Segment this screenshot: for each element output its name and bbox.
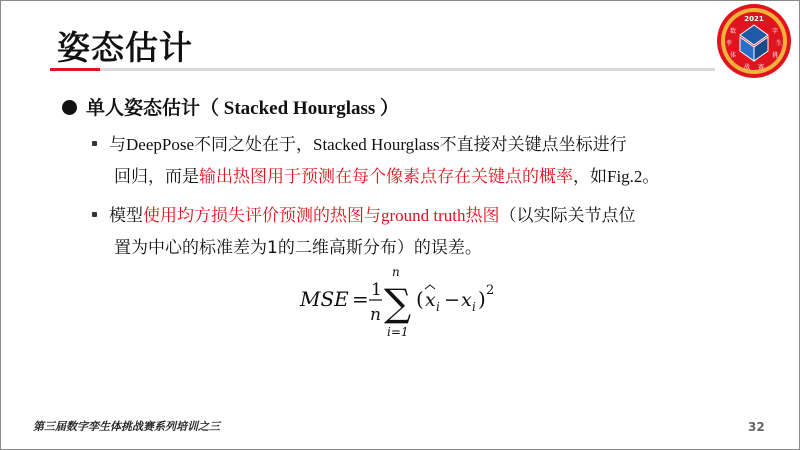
page-number: 32	[748, 420, 765, 434]
list-item-2	[92, 200, 732, 264]
list-item-1-line-1	[92, 129, 732, 161]
formula-numerator: 1	[371, 280, 382, 300]
heading-cn: 单人姿态估计（	[86, 97, 220, 119]
logo-char-6: 挑	[772, 52, 779, 59]
page-title: 姿态估计	[57, 28, 193, 67]
formula-sub-i: i	[436, 300, 440, 314]
logo-char-1: 数	[730, 28, 737, 35]
item2-text-1b: （以实际关节点位	[499, 206, 636, 226]
list-item-2-line-2	[92, 232, 732, 264]
competition-logo	[716, 3, 792, 79]
title-divider	[50, 68, 715, 71]
formula-x: x	[461, 289, 472, 311]
logo-char-7: 战	[744, 64, 751, 71]
formula-sum-bottom: i=1	[387, 325, 409, 339]
item1-highlight: 输出热图用于预测在每个像素点存在关键点的概率	[199, 167, 573, 187]
item1-text-2b: ，如Fig.2。	[573, 167, 660, 186]
formula-sum-top: n	[392, 265, 400, 279]
item2-text-line2: 置为中心的标准差为1的二维高斯分布）的误差。	[114, 238, 482, 258]
formula-close-paren: )	[478, 287, 486, 311]
formula-sigma-icon: ∑	[384, 281, 412, 325]
formula-minus: −	[444, 289, 460, 311]
list-item-1-line-2	[92, 161, 732, 193]
mse-formula	[298, 262, 508, 342]
logo-char-4: 生	[776, 40, 783, 47]
item1-text-2a: 回归，而是	[114, 167, 199, 187]
footer-series-title: 第三届数字孪生体挑战赛系列培训之三	[33, 420, 220, 433]
section-heading	[62, 93, 399, 120]
logo-year: 2021	[744, 15, 764, 23]
bullet-square-icon	[92, 141, 97, 146]
list-item-2-line-1	[92, 200, 732, 232]
formula-open-paren: (	[416, 287, 424, 311]
formula-lhs: MSE	[300, 287, 349, 311]
item2-highlight: 使用均方损失评价预测的热图与ground truth热图	[143, 206, 500, 225]
logo-char-2: 字	[772, 28, 779, 35]
item2-text-1a: 模型	[109, 206, 143, 226]
logo-char-5: 体	[730, 52, 737, 59]
item1-text-line1: 与DeepPose不同之处在于，Stacked Hourglass不直接对关键点坐标进行	[109, 135, 627, 154]
bullet-square-icon	[92, 212, 97, 217]
title-divider-accent	[50, 68, 100, 71]
formula-sub-i2: i	[472, 300, 476, 314]
formula-exponent: 2	[486, 283, 495, 298]
formula-xhat: x	[425, 289, 436, 311]
logo-char-8: 赛	[758, 64, 765, 71]
list-item-1	[92, 129, 732, 193]
logo-char-3: 孪	[726, 40, 733, 47]
formula-equals: =	[352, 287, 369, 311]
heading-en: Stacked Hourglass	[219, 98, 381, 119]
formula-denominator: n	[370, 305, 381, 325]
bullet-dot-icon	[62, 100, 77, 115]
heading-close: ）	[380, 97, 400, 119]
